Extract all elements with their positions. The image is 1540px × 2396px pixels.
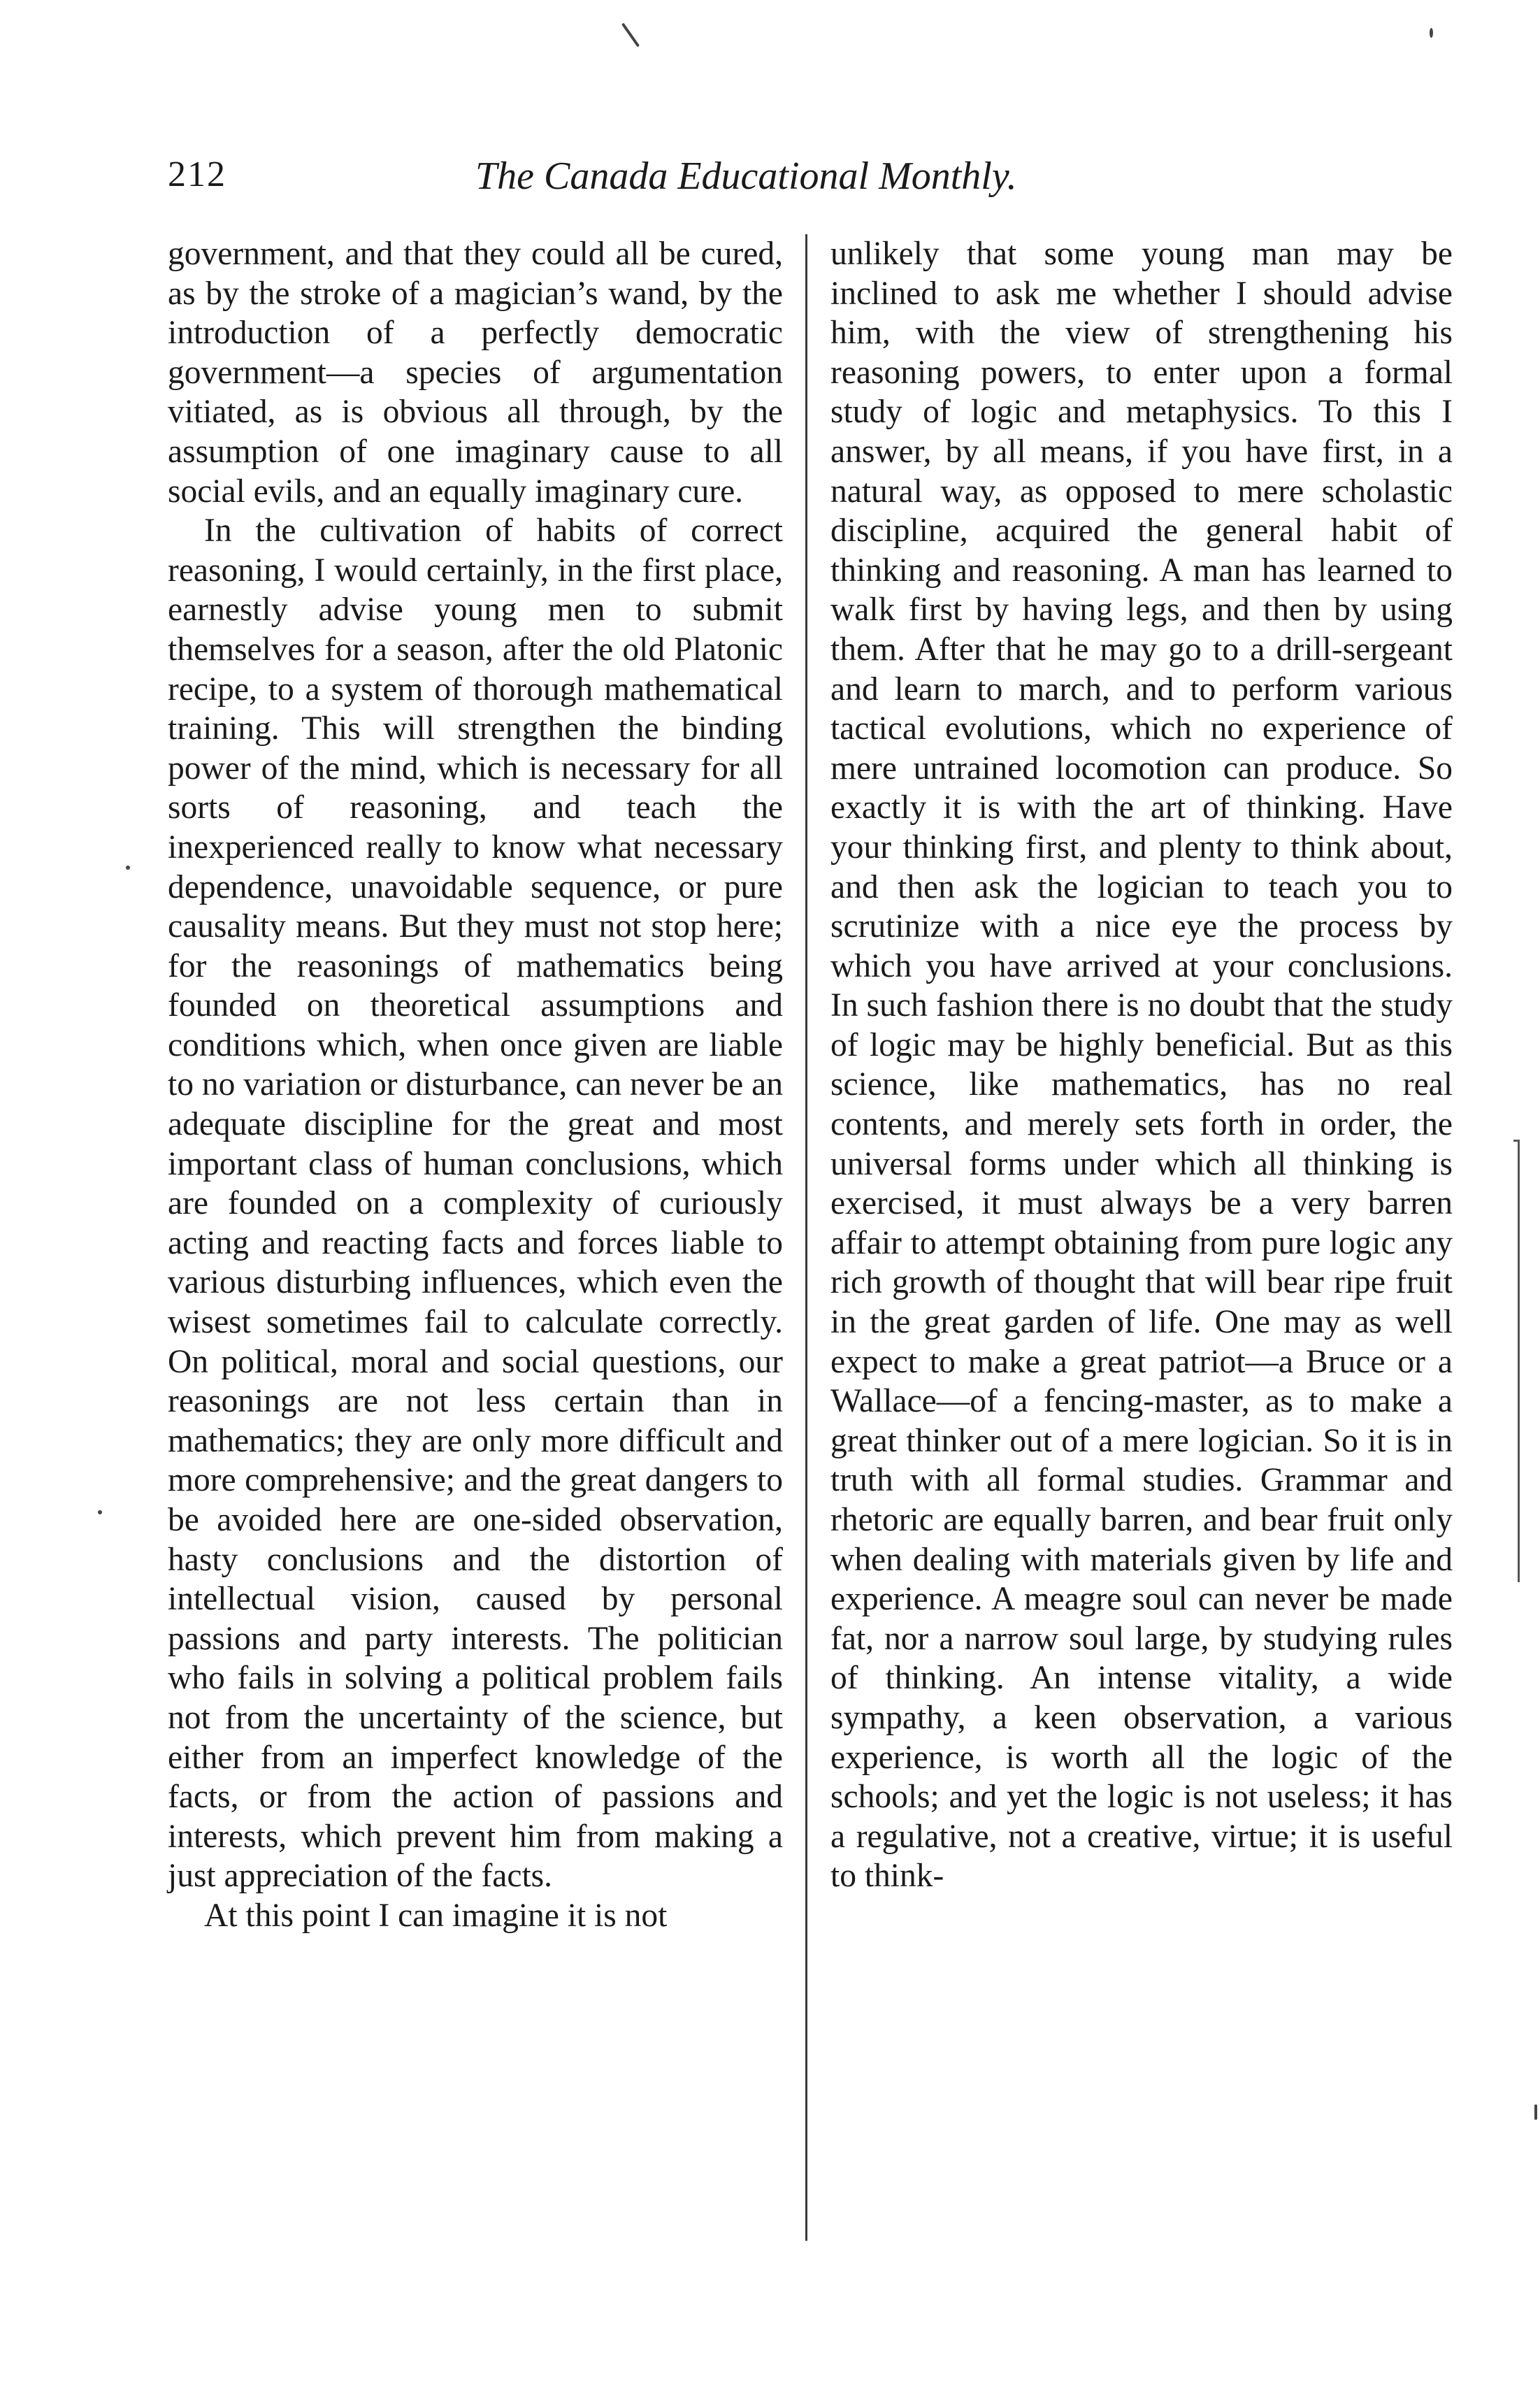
ink-speck xyxy=(98,1510,102,1514)
paragraph: In the cultivation of habits of correct reasoning, I would certainly, in the first place, earnestly advise young men to submit themselves for a season, after the old Platonic recipe, to a system of thorough mathematical training. This will strengthen the binding power of the mind, which is necessary for all sorts of reasoning, and teach the inexperienced really to know what necessary dependence, unavoidable sequence, or pure causality means. But they must not stop here; for the reasonings of mathematics being founded on theoretical assumptions and conditions which, when once given are liable to no variation or disturbance, can never be an adequate discipline for the great and most important class of human conclusions, which are founded on a complexity of curiously acting and reacting facts and forces liable to various disturbing influences, which even the wisest sometimes fail to calculate correctly. On political, moral and social questions, our reasonings are not less certain than in mathematics; they are only more difficult and more comprehensive; and the great dangers to be avoided here are one-sided observation, hasty conclusions and the distortion of intellectual vision, caused by personal passions and party interests. The politician who fails in solving a political problem fails not from the uncertainty of the science, but either from an imperfect knowledge of the facts, or from the action of passions and interests, which prevent him from making a just appreciation of the facts. xyxy=(168,512,783,1895)
page-header xyxy=(168,154,1160,203)
ink-speck xyxy=(1534,2104,1537,2120)
column-divider xyxy=(805,234,807,2241)
running-title: The Canada Educational Monthly. xyxy=(475,155,1017,198)
ink-speck xyxy=(126,866,130,870)
ink-speck xyxy=(1430,28,1433,38)
paragraph: At this point I can imagine it is not xyxy=(204,1897,668,1934)
paragraph: government, and that they could all be cured, as by the stroke of a magician’s wand, by the introduction of a perfectly democratic government—a species of argumentation vitiated, as is obvious all through, by the assumption of one imaginary cause to all social evils, and an equally imaginary cure. xyxy=(168,236,783,510)
paragraph: unlikely that some young man may be inclined to ask me whether I should advise him, with the view of strengthening his reasoning powers, to enter upon a formal study of logic and metaphysics. To this I answer, by all means, if you have first, in a natural way, as opposed to mere scholastic discipline, acquired the general habit of thinking and reasoning. A man has learned to walk first by having legs, and then by using them. After that he may go to a drill-sergeant and learn to march, and to perform various tactical evolutions, which no experience of mere untrained locomotion can produce. So exactly it is with the art of thinking. Have your thinking first, and plenty to think about, and then ask the logician to teach you to scrutinize with a nice eye the process by which you have arrived at your conclusions. In such fashion there is no doubt that the study of logic may be highly beneficial. But as this science, like mathematics, has no real contents, and merely sets forth in order, the universal forms under which all thinking is exercised, it must always be a very barren affair to attempt obtaining from pure logic any rich growth of thought that will bear ripe fruit in the great garden of life. One may as well expect to make a great patriot—a Bruce or a Wallace—of a fencing-master, as to make a great thinker out of a mere logician. So it is in truth with all formal studies. Grammar and rhetoric are equally barren, and bear fruit only when dealing with materials given by life and experience. A meagre soul can never be made fat, nor a narrow soul large, by studying rules of thinking. An intense vitality, a wide sympathy, a keen observation, a various experience, is worth all the logic of the schools; and yet the logic is not useless; it has a regulative, not a creative, virtue; it is useful to think- xyxy=(830,236,1453,1895)
left-column xyxy=(168,234,783,1936)
margin-mark xyxy=(1513,1140,1520,1582)
right-column xyxy=(830,234,1453,1896)
page-number: 212 xyxy=(168,155,226,194)
ink-speck xyxy=(621,22,640,47)
